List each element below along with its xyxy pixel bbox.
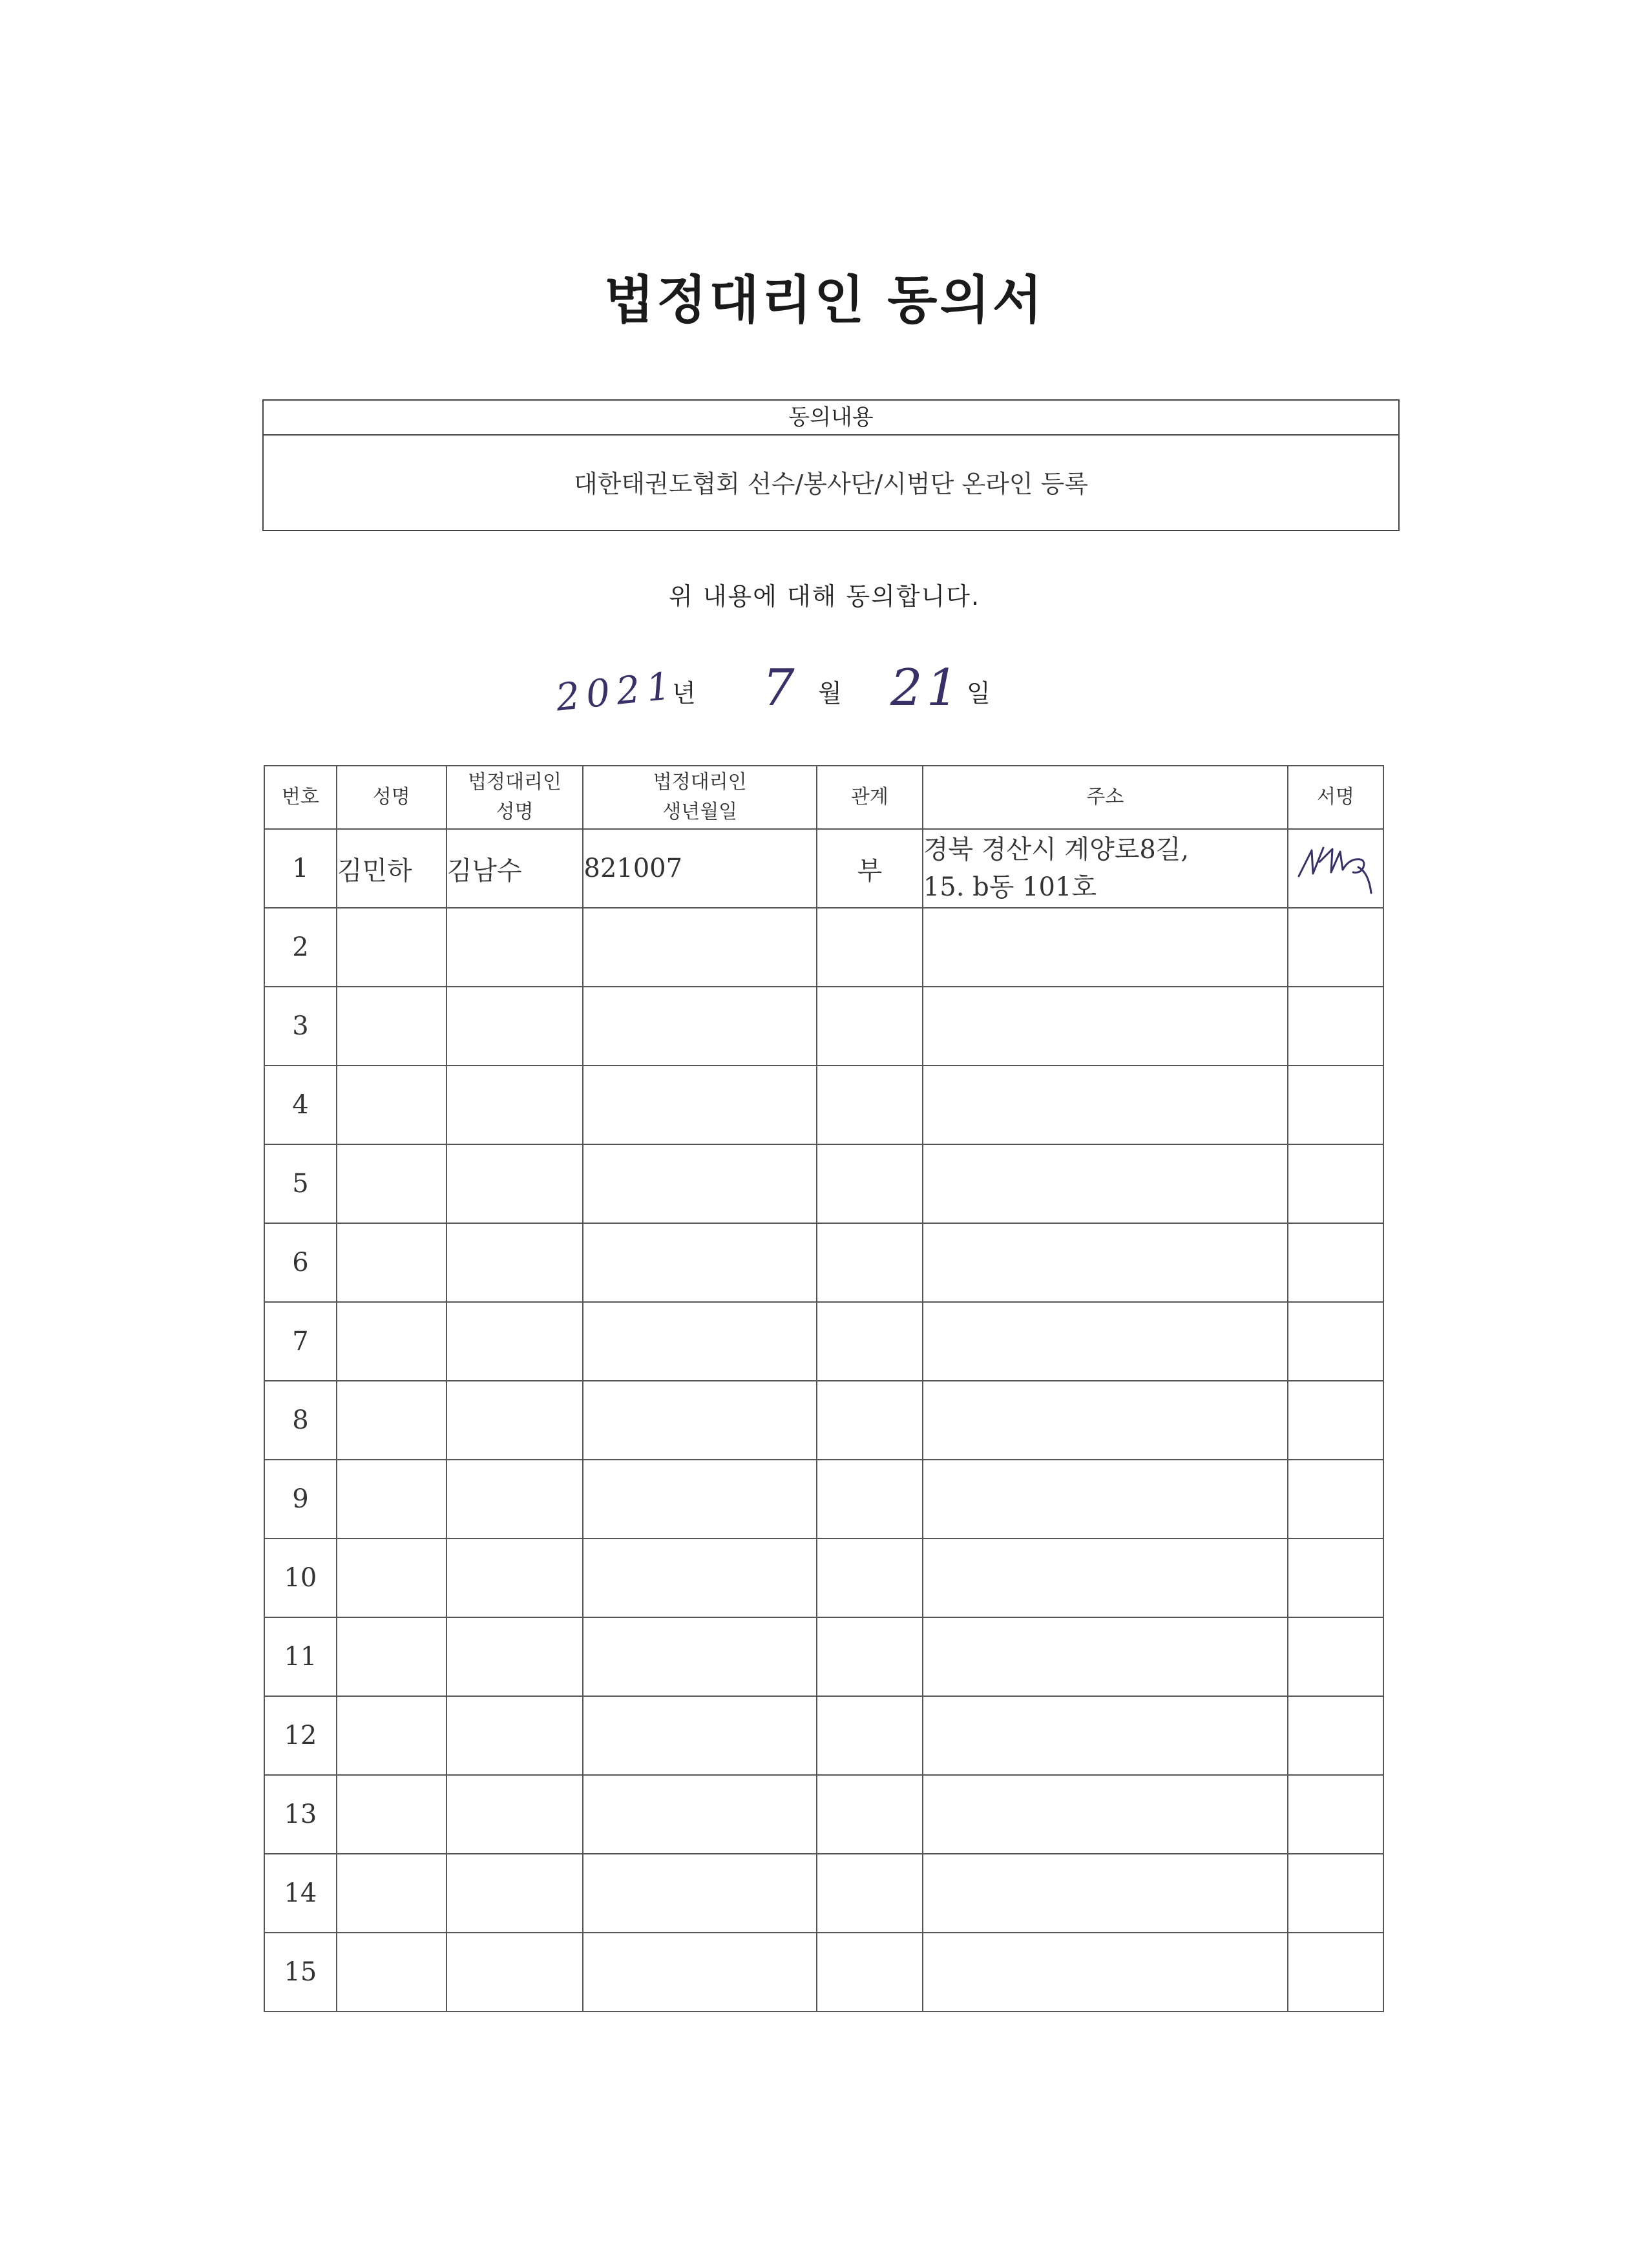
header-address: 주소 (923, 766, 1288, 829)
row-guardian-name (446, 908, 583, 987)
row-relation (817, 1381, 923, 1460)
row-name (337, 1854, 446, 1933)
table-row (264, 1538, 1383, 1617)
row-relation (817, 1617, 923, 1696)
row-name (337, 1696, 446, 1775)
header-name: 성명 (337, 766, 446, 829)
row-name (337, 1302, 446, 1381)
header-relation: 관계 (817, 766, 923, 829)
row-signature (1288, 1302, 1383, 1381)
row-name (337, 908, 446, 987)
row-guardian-name (446, 1381, 583, 1460)
row-signature (1288, 1933, 1383, 2011)
row-guardian-birthdate (583, 1933, 817, 2011)
row-signature (1288, 829, 1383, 908)
row-number: 5 (264, 1144, 337, 1223)
row-guardian-name (446, 1538, 583, 1617)
row-relation (817, 1066, 923, 1144)
table-row (264, 1144, 1383, 1223)
row-address: 경북 경산시 계양로8길, 15. b동 101호 (923, 829, 1288, 908)
row-signature (1288, 987, 1383, 1066)
row-address (923, 1144, 1288, 1223)
row-number: 13 (264, 1775, 337, 1854)
row-guardian-birthdate (583, 1854, 817, 1933)
row-address (923, 908, 1288, 987)
row-guardian-birthdate (583, 1223, 817, 1302)
row-guardian-name (446, 1144, 583, 1223)
row-number: 12 (264, 1696, 337, 1775)
row-name (337, 1144, 446, 1223)
table-row (264, 1223, 1383, 1302)
row-address (923, 1460, 1288, 1538)
table-header-row (264, 766, 1383, 829)
document-title: 법정대리인 동의서 (604, 269, 1045, 330)
table-row (264, 1933, 1383, 2011)
row-signature (1288, 908, 1383, 987)
row-signature (1288, 1696, 1383, 1775)
row-relation (817, 1538, 923, 1617)
row-relation (817, 1144, 923, 1223)
row-relation (817, 1775, 923, 1854)
row-relation (817, 908, 923, 987)
row-relation (817, 1696, 923, 1775)
row-address (923, 1538, 1288, 1617)
row-guardian-name (446, 1066, 583, 1144)
table-row (264, 1381, 1383, 1460)
row-signature (1288, 1381, 1383, 1460)
row-signature (1288, 1460, 1383, 1538)
row-name (337, 987, 446, 1066)
row-address (923, 1933, 1288, 2011)
row-address (923, 987, 1288, 1066)
header-guardian-name: 법정대리인 성명 (446, 766, 583, 829)
row-signature (1288, 1144, 1383, 1223)
row-number: 11 (264, 1617, 337, 1696)
row-number: 7 (264, 1302, 337, 1381)
row-guardian-birthdate (583, 1302, 817, 1381)
row-signature (1288, 1538, 1383, 1617)
row-relation (817, 987, 923, 1066)
date-row (0, 659, 1649, 720)
header-signature: 서명 (1288, 766, 1383, 829)
row-number: 1 (264, 829, 337, 908)
row-name (337, 1223, 446, 1302)
table-row (264, 1617, 1383, 1696)
row-name (337, 1933, 446, 2011)
row-guardian-birthdate (583, 1381, 817, 1460)
row-signature (1288, 1854, 1383, 1933)
row-guardian-birthdate (583, 1066, 817, 1144)
row-relation (817, 1302, 923, 1381)
row-number: 8 (264, 1381, 337, 1460)
row-number: 10 (264, 1538, 337, 1617)
row-number: 15 (264, 1933, 337, 2011)
row-guardian-name (446, 1460, 583, 1538)
row-signature (1288, 1617, 1383, 1696)
row-name (337, 1066, 446, 1144)
row-name: 김민하 (337, 829, 446, 908)
row-guardian-birthdate (583, 1696, 817, 1775)
table-row (264, 987, 1383, 1066)
table-row (264, 1302, 1383, 1381)
row-guardian-name (446, 1854, 583, 1933)
row-address (923, 1854, 1288, 1933)
consent-box (262, 399, 1400, 531)
table-row (264, 1066, 1383, 1144)
row-number: 6 (264, 1223, 337, 1302)
table-row (264, 1854, 1383, 1933)
row-name (337, 1617, 446, 1696)
row-guardian-name (446, 1775, 583, 1854)
date-month-handwritten: 7 (762, 659, 795, 717)
row-number: 9 (264, 1460, 337, 1538)
row-guardian-birthdate (583, 1144, 817, 1223)
row-relation: 부 (817, 829, 923, 908)
table-row (264, 1775, 1383, 1854)
row-address (923, 1617, 1288, 1696)
row-signature (1288, 1066, 1383, 1144)
date-year-handwritten: 2021 (553, 663, 679, 720)
row-relation (817, 1933, 923, 2011)
row-guardian-name (446, 987, 583, 1066)
agreement-text: 위 내용에 대해 동의합니다. (668, 582, 981, 611)
row-guardian-birthdate (583, 908, 817, 987)
consent-content: 대한태권도협회 선수/봉사단/시범단 온라인 등록 (573, 470, 1088, 498)
row-signature (1288, 1223, 1383, 1302)
header-number: 번호 (264, 766, 337, 829)
row-guardian-birthdate (583, 1775, 817, 1854)
row-guardian-name (446, 1223, 583, 1302)
row-guardian-name: 김남수 (446, 829, 583, 908)
row-guardian-birthdate (583, 987, 817, 1066)
row-guardian-birthdate (583, 1617, 817, 1696)
table-row (264, 1460, 1383, 1538)
row-address (923, 1066, 1288, 1144)
row-guardian-name (446, 1933, 583, 2011)
row-address (923, 1381, 1288, 1460)
row-relation (817, 1460, 923, 1538)
date-month-label: 월 (818, 679, 842, 708)
table-row (264, 908, 1383, 987)
row-address (923, 1696, 1288, 1775)
handwritten-signature (1294, 836, 1378, 901)
row-name (337, 1538, 446, 1617)
row-name (337, 1381, 446, 1460)
row-address (923, 1302, 1288, 1381)
row-relation (817, 1854, 923, 1933)
row-guardian-name (446, 1302, 583, 1381)
guardian-roster-table (264, 765, 1384, 2012)
table-row (264, 829, 1383, 908)
row-guardian-name (446, 1617, 583, 1696)
row-name (337, 1775, 446, 1854)
row-signature (1288, 1775, 1383, 1854)
row-guardian-name (446, 1696, 583, 1775)
row-guardian-birthdate (583, 1538, 817, 1617)
date-year-label: 년 (672, 679, 696, 708)
table-row (264, 1696, 1383, 1775)
date-day-handwritten: 21 (890, 659, 963, 717)
row-name (337, 1460, 446, 1538)
header-guardian-birthdate: 법정대리인 생년월일 (583, 766, 817, 829)
row-number: 4 (264, 1066, 337, 1144)
row-guardian-birthdate: 821007 (583, 829, 817, 908)
row-number: 3 (264, 987, 337, 1066)
date-day-label: 일 (967, 679, 991, 708)
row-address (923, 1223, 1288, 1302)
row-number: 2 (264, 908, 337, 987)
consent-header: 동의내용 (264, 401, 1398, 436)
row-address (923, 1775, 1288, 1854)
row-relation (817, 1223, 923, 1302)
row-guardian-birthdate (583, 1460, 817, 1538)
row-number: 14 (264, 1854, 337, 1933)
